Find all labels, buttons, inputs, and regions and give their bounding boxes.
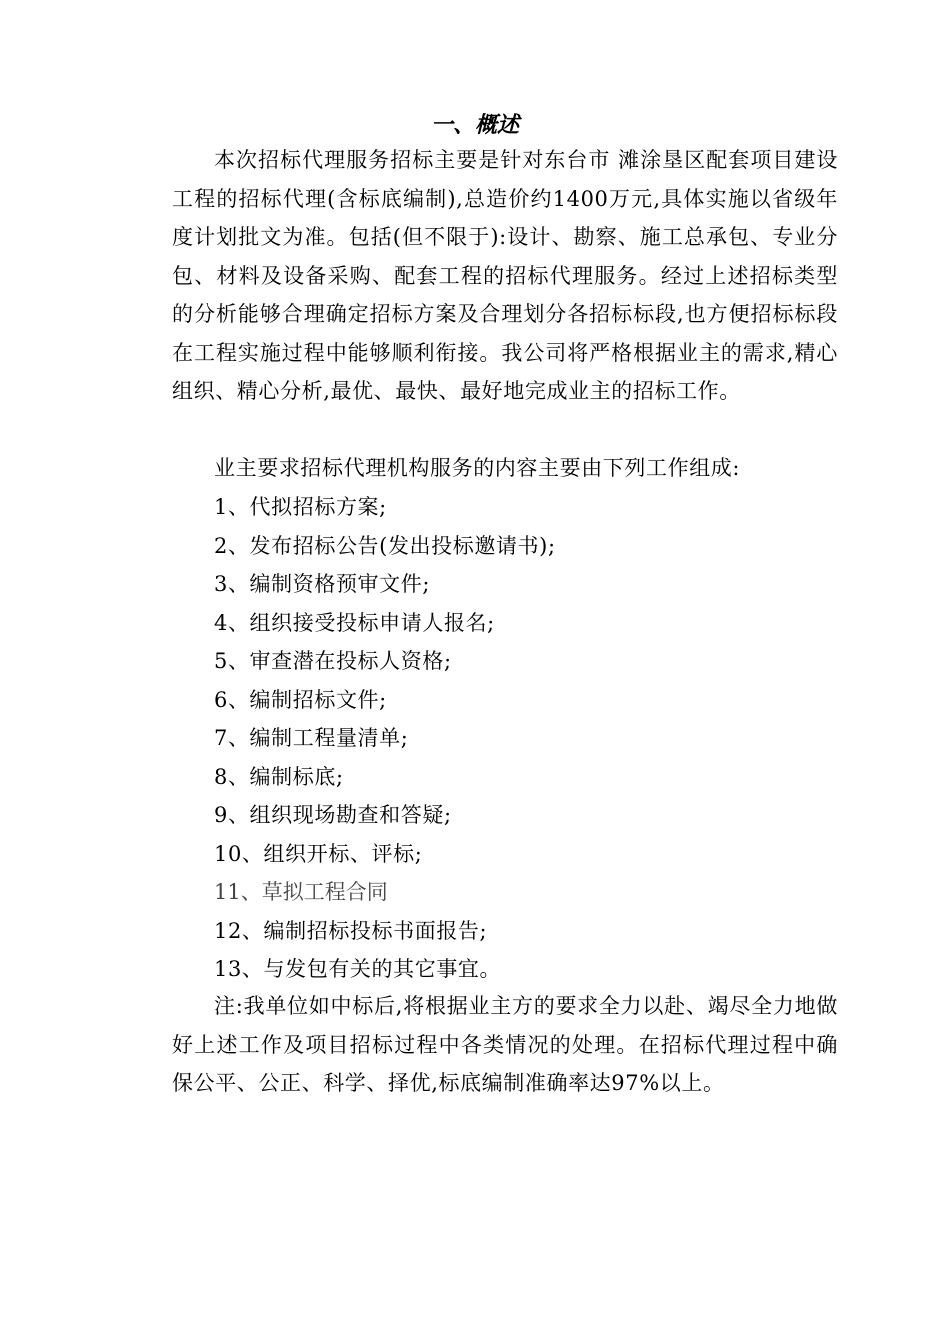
intro-paragraph: 本次招标代理服务招标主要是针对东台市 滩涂垦区配套项目建设工程的招标代理(含标底编制),总造价约1400万元,具体实施以省级年度计划批文为准。包括(但不限于):设计、勘察、施工总承包、专业分包、材料及设备采购、配套工程的招标代理服务。经过上述招标类型的分析能够合理确定招标方案及合理划分各招标标段,也方便招标标段在工程实施过程中能够顺利衔接。我公司将严格根据业主的需求,精心组织、精心分析,最优、最快、最好地完成业主的招标工作。 — [172, 148, 838, 403]
list-item: 10、组织开标、评标; — [214, 841, 423, 866]
section-title: 一、概述 — [430, 112, 519, 138]
list-item: 3、编制资格预审文件; — [214, 572, 431, 596]
list-item: 8、编制标底; — [214, 764, 344, 789]
list-item: 1、代拟招标方案; — [214, 495, 387, 519]
list-item: 9、组织现场勘查和答疑; — [214, 803, 452, 827]
list-item: 4、组织接受投标申请人报名; — [214, 610, 495, 635]
note-paragraph: 注:我单位如中标后,将根据业主方的要求全力以赴、竭尽全力地做好上述工作及项目招标过程中各类情况的处理。在招标代理过程中确保公平、公正、科学、择优,标底编制准确率达97%以上。 — [172, 994, 838, 1095]
list-item: 13、与发包有关的其它事宜。 — [214, 957, 502, 981]
list-item: 12、编制招标投标书面报告; — [214, 918, 488, 943]
service-item-list — [214, 488, 556, 989]
list-item: 7、编制工程量清单; — [214, 726, 409, 750]
list-intro-paragraph: 业主要求招标代理机构服务的内容主要由下列工作组成: — [214, 456, 741, 480]
list-item: 5、审查潜在投标人资格; — [214, 649, 452, 673]
list-item: 2、发布招标公告(发出投标邀请书); — [214, 533, 556, 558]
list-item: 11、草拟工程合同 — [214, 880, 388, 904]
list-item: 6、编制招标文件; — [214, 687, 387, 712]
